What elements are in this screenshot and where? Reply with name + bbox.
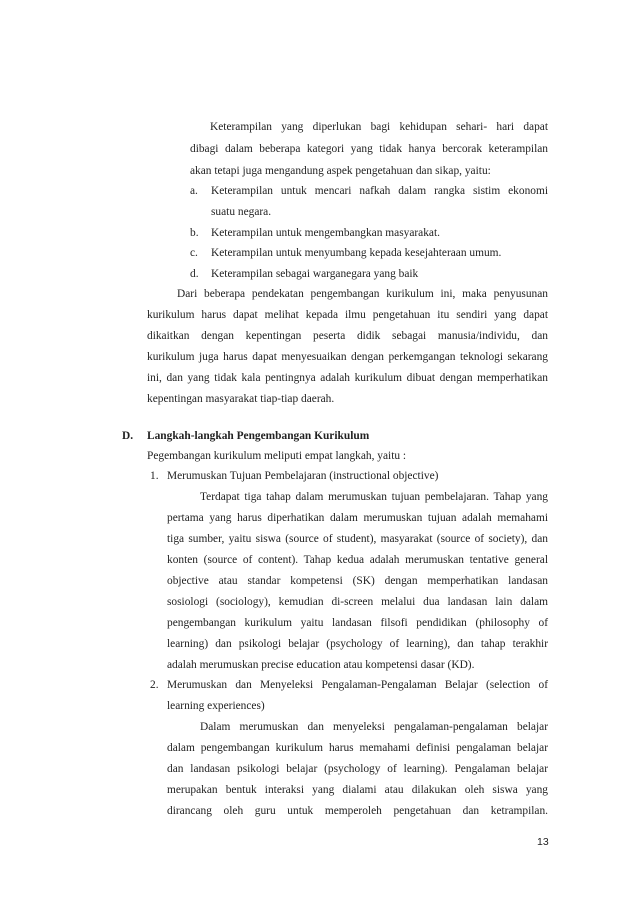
list-marker: a. bbox=[190, 185, 198, 197]
paragraph-line: Terdapat tiga tahap dalam merumuskan tujuan pembelajaran. Tahap yang bbox=[200, 491, 548, 503]
paragraph-line: dan landasan psikologi belajar (psychology of learning). Pengalaman belajar bbox=[167, 763, 548, 775]
list-item: Keterampilan untuk mengembangkan masyarakat. bbox=[211, 227, 440, 239]
paragraph-line: kurikulum harus dapat melihat kepada ilmu pengetahuan itu sendiri yang dapat bbox=[147, 309, 548, 321]
paragraph-line: merupakan bentuk interaksi yang dialami atau dilakukan oleh siswa yang bbox=[167, 784, 548, 796]
paragraph-line: kepentingan masyarakat tiap-tiap daerah. bbox=[147, 393, 335, 405]
paragraph-line: Pegembangan kurikulum meliputi empat langkah, yaitu : bbox=[147, 450, 407, 462]
paragraph-line: dikaitkan dengan kepentingan peserta didik sebagai manusia/individu, dan bbox=[147, 330, 548, 342]
list-item: suatu negara. bbox=[211, 206, 272, 218]
paragraph-line: objective atau standar kompetensi (SK) dengan memperhatikan landasan bbox=[167, 575, 548, 587]
paragraph-line: dalam pengembangan kurikulum harus memahami definisi pengalaman belajar bbox=[167, 742, 548, 754]
list-item-title: Merumuskan dan Menyeleksi Pengalaman-Pengalaman Belajar (selection of bbox=[167, 679, 548, 691]
paragraph-line: pengembangan kurikulum yaitu landasan filsofi pendidikan (philosophy of bbox=[167, 617, 548, 629]
list-marker: d. bbox=[190, 268, 199, 280]
list-marker: b. bbox=[190, 227, 199, 239]
paragraph-line: konten (source of content). Tahap kedua adalah merumuskan tentative general bbox=[167, 554, 548, 566]
list-item: Keterampilan untuk mencari nafkah dalam rangka sistim ekonomi bbox=[211, 185, 548, 197]
section-marker: D. bbox=[122, 430, 134, 442]
paragraph-line: Keterampilan yang diperlukan bagi kehidupan sehari- hari dapat bbox=[210, 121, 548, 133]
list-marker: c. bbox=[190, 247, 198, 259]
paragraph-line: sosiologi (sociology), kemudian di-screen melalui dua landasan lain dalam bbox=[167, 596, 548, 608]
list-marker: 2. bbox=[150, 679, 159, 691]
paragraph-line: kurikulum juga harus dapat menyesuaikan dengan perkemgangan teknologi sekarang bbox=[147, 351, 548, 363]
list-marker: 1. bbox=[150, 470, 159, 482]
list-item-title: Merumuskan Tujuan Pembelajaran (instructional objective) bbox=[167, 470, 439, 482]
paragraph-line: tiga sumber, yaitu siswa (source of student), masyarakat (source of society), dan bbox=[167, 533, 548, 545]
paragraph-line: Dalam merumuskan dan menyeleksi pengalaman-pengalaman belajar bbox=[200, 721, 548, 733]
paragraph-line: learning) dan psikologi belajar (psychology of learning), dan tahap terakhir bbox=[167, 638, 548, 650]
paragraph-line: dirancang oleh guru untuk memperoleh pengetahuan dan ketrampilan. bbox=[167, 805, 548, 817]
section-heading: Langkah-langkah Pengembangan Kurikulum bbox=[147, 430, 370, 442]
paragraph-line: pertama yang harus diperhatikan dalam merumuskan tujuan adalah memahami bbox=[167, 512, 548, 524]
paragraph-line: adalah merumuskan precise education atau kompetensi dasar (KD). bbox=[167, 659, 475, 671]
paragraph-line: ini, dan yang tidak kala pentingnya adalah kurikulum dibuat dengan memperhatikan bbox=[147, 372, 548, 384]
paragraph-line: akan tetapi juga mengandung aspek pengetahuan dan sikap, yaitu: bbox=[190, 165, 491, 177]
list-item-title: learning experiences) bbox=[167, 700, 265, 712]
paragraph-line: Dari beberapa pendekatan pengembangan kurikulum ini, maka penyusunan bbox=[177, 288, 548, 300]
page-number: 13 bbox=[537, 836, 549, 848]
list-item: Keterampilan untuk menyumbang kepada kesejahteraan umum. bbox=[211, 247, 502, 259]
paragraph-line: dibagi dalam beberapa kategori yang tidak hanya bercorak keterampilan bbox=[190, 143, 548, 155]
list-item: Keterampilan sebagai warganegara yang baik bbox=[211, 268, 419, 280]
